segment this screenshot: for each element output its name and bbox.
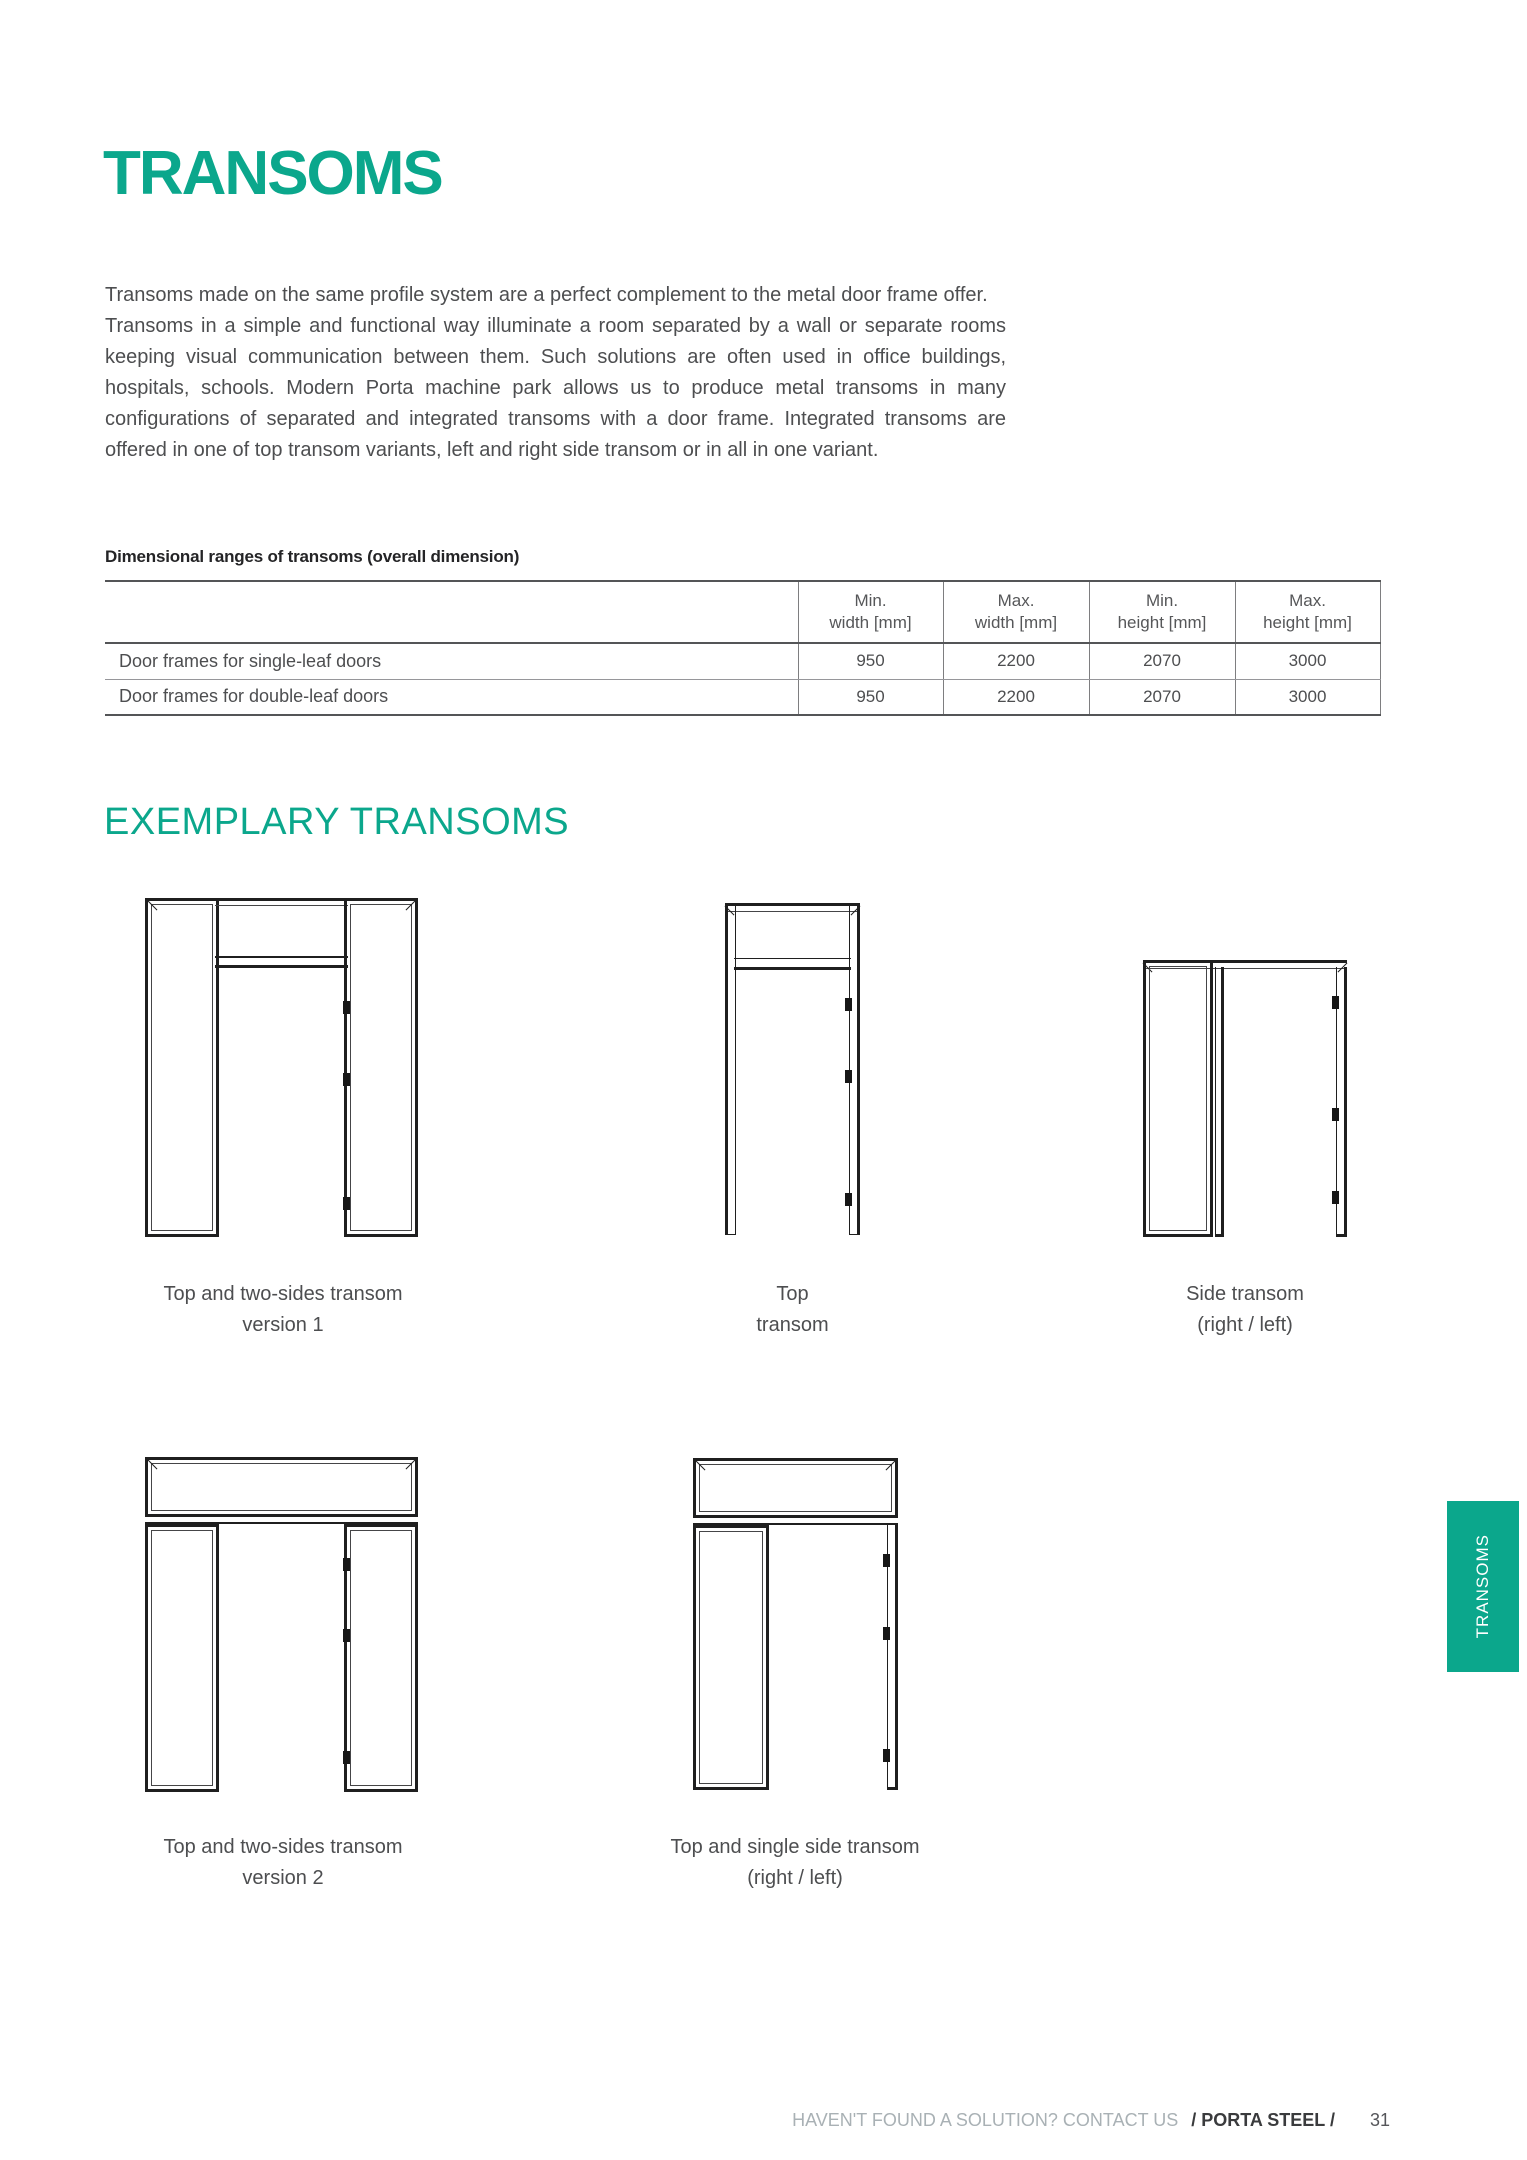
cell-min-height: 2070 bbox=[1089, 643, 1235, 679]
footer-brand: / PORTA STEEL / bbox=[1191, 2110, 1335, 2130]
frame-right-jamb bbox=[849, 903, 860, 1235]
hinge-mark bbox=[343, 1558, 350, 1571]
frame-top-beam bbox=[215, 898, 348, 906]
panel-inner-line bbox=[699, 1464, 892, 1512]
hinge-mark bbox=[1332, 1191, 1339, 1204]
panel-inner-line bbox=[151, 1530, 213, 1786]
frame-right-jamb bbox=[1336, 967, 1347, 1237]
frame-right-side-panel bbox=[344, 1524, 418, 1792]
panel-inner-line bbox=[151, 904, 213, 1231]
diagram-top-transom bbox=[725, 903, 860, 1235]
hinge-mark bbox=[1332, 1108, 1339, 1121]
hinge-mark bbox=[883, 1749, 890, 1762]
cell-max-height: 3000 bbox=[1235, 679, 1380, 715]
table-caption: Dimensional ranges of transoms (overall dimension) bbox=[105, 547, 520, 566]
page-footer bbox=[0, 2110, 1390, 2131]
frame-left-side-panel bbox=[145, 898, 219, 1237]
dimensional-ranges-table bbox=[105, 580, 1381, 716]
frame-top-beam bbox=[725, 903, 860, 912]
diagram-top-single-side-transom bbox=[693, 1458, 898, 1790]
diagram-caption: Side transom (right / left) bbox=[1186, 1283, 1304, 1336]
frame-middle-jamb bbox=[1215, 967, 1224, 1237]
table-row-single-leaf bbox=[105, 643, 1380, 679]
table-header-empty bbox=[105, 581, 798, 643]
cell-min-width: 950 bbox=[798, 643, 943, 679]
hinge-mark bbox=[343, 1629, 350, 1642]
intro-paragraph bbox=[105, 280, 1006, 466]
hinge-mark bbox=[343, 1751, 350, 1764]
side-tab-transoms bbox=[1447, 1501, 1519, 1672]
hinge-mark bbox=[343, 1197, 350, 1210]
intro-line-1: Transoms made on the same profile system are a perfect complement to the metal door frame offer. bbox=[105, 284, 988, 306]
cell-min-width: 950 bbox=[798, 679, 943, 715]
hinge-mark bbox=[1332, 996, 1339, 1009]
diagram-caption: Top and two-sides transom version 1 bbox=[163, 1283, 403, 1336]
cell-min-height: 2070 bbox=[1089, 679, 1235, 715]
hinge-mark bbox=[845, 1193, 852, 1206]
intro-body: Transoms in a simple and functional way illuminate a room separated by a wall or separate rooms keeping visual communication between them. Such solutions are often used in office buildings, hospitals, schools. Modern Porta machine park allows us to produce metal transoms in many configurations of separated and integrated transoms with a door frame. Integrated transoms are offered in one of top transom variants, left and right side transom or in all in one variant. bbox=[105, 315, 1006, 461]
side-transom-panel bbox=[693, 1525, 769, 1790]
side-transom-panel bbox=[1143, 960, 1213, 1237]
diagram-caption: Top and single side transom (right / left) bbox=[670, 1836, 920, 1889]
panel-inner-line bbox=[350, 904, 412, 1231]
frame-left-side-panel bbox=[145, 1524, 219, 1792]
row-label: Door frames for double-leaf doors bbox=[105, 679, 798, 715]
panel-inner-line bbox=[1149, 966, 1207, 1231]
diagram-top-two-sides-transom-v2 bbox=[145, 1457, 418, 1792]
section-heading: EXEMPLARY TRANSOMS bbox=[104, 801, 570, 843]
table-header-min-height: Min. height [mm] bbox=[1089, 581, 1235, 643]
table-header-row bbox=[105, 581, 1380, 643]
hinge-mark bbox=[845, 1070, 852, 1083]
table-row-double-leaf bbox=[105, 679, 1380, 715]
row-label: Door frames for single-leaf doors bbox=[105, 643, 798, 679]
cell-max-width: 2200 bbox=[943, 679, 1089, 715]
cell-max-width: 2200 bbox=[943, 643, 1089, 679]
diagram-top-two-sides-transom-v1 bbox=[145, 898, 418, 1237]
side-tab-label: TRANSOMS bbox=[1473, 1534, 1492, 1639]
hinge-mark bbox=[343, 1073, 350, 1086]
frame-left-jamb bbox=[725, 903, 736, 1235]
footer-contact-text: HAVEN'T FOUND A SOLUTION? CONTACT US bbox=[792, 2110, 1179, 2130]
diagram-caption: Top and two-sides transom version 2 bbox=[163, 1836, 403, 1889]
hinge-mark bbox=[883, 1554, 890, 1567]
hinge-mark bbox=[343, 1001, 350, 1014]
top-transom-band bbox=[145, 1457, 418, 1517]
frame-right-jamb bbox=[887, 1525, 898, 1790]
table-header-max-width: Max. width [mm] bbox=[943, 581, 1089, 643]
cell-max-height: 3000 bbox=[1235, 643, 1380, 679]
transom-bar bbox=[734, 958, 851, 970]
page-title: TRANSOMS bbox=[103, 139, 442, 208]
panel-inner-line bbox=[151, 1463, 412, 1511]
table-header-min-width: Min. width [mm] bbox=[798, 581, 943, 643]
page-number: 31 bbox=[1369, 2110, 1390, 2130]
table-header-max-height: Max. height [mm] bbox=[1235, 581, 1380, 643]
panel-inner-line bbox=[699, 1531, 763, 1784]
top-transom-band bbox=[693, 1458, 898, 1518]
panel-inner-line bbox=[350, 1530, 412, 1786]
frame-right-side-panel bbox=[344, 898, 418, 1237]
hinge-mark bbox=[845, 998, 852, 1011]
diagram-side-transom bbox=[1143, 960, 1347, 1237]
transom-bar bbox=[215, 956, 348, 968]
hinge-mark bbox=[883, 1627, 890, 1640]
diagram-caption: Top transom bbox=[756, 1283, 829, 1336]
